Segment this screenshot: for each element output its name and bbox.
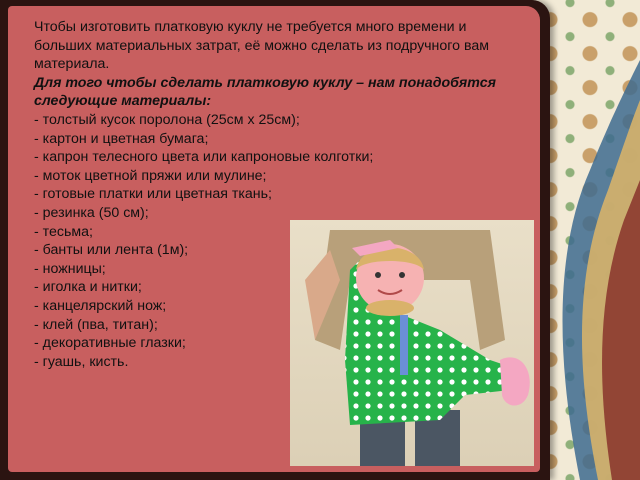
list-item: - резинка (50 см); <box>34 204 504 223</box>
list-item: - толстый кусок поролона (25см х 25см); <box>34 111 504 130</box>
list-item: - капрон телесного цвета или капроновые колготки; <box>34 148 504 167</box>
intro-paragraph: Чтобы изготовить платковую куклу не требуется много времени и больших материальных затрат, её можно сделать из подручного вам материала. <box>34 19 489 73</box>
list-item: - моток цветной пряжи или мулине; <box>34 167 504 186</box>
puppet-illustration <box>290 220 534 466</box>
list-item: - готовые платки или цветная ткань; <box>34 185 504 204</box>
materials-heading: Для того чтобы сделать платковую куклу – нам понадобятся следующие материалы: <box>34 74 496 110</box>
list-item: - клей (пва, титан); <box>34 316 504 335</box>
list-item: - декоративные глазки; <box>34 334 504 353</box>
list-item: - ножницы; <box>34 260 504 279</box>
list-item: - гуашь, кисть. <box>34 353 504 372</box>
list-item: - картон и цветная бумага; <box>34 130 504 149</box>
puppet-photo <box>290 220 534 466</box>
list-item: - банты или лента (1м); <box>34 241 504 260</box>
list-item: - канцелярский нож; <box>34 297 504 316</box>
list-item: - иголка и нитки; <box>34 278 504 297</box>
list-item: - тесьма; <box>34 223 504 242</box>
